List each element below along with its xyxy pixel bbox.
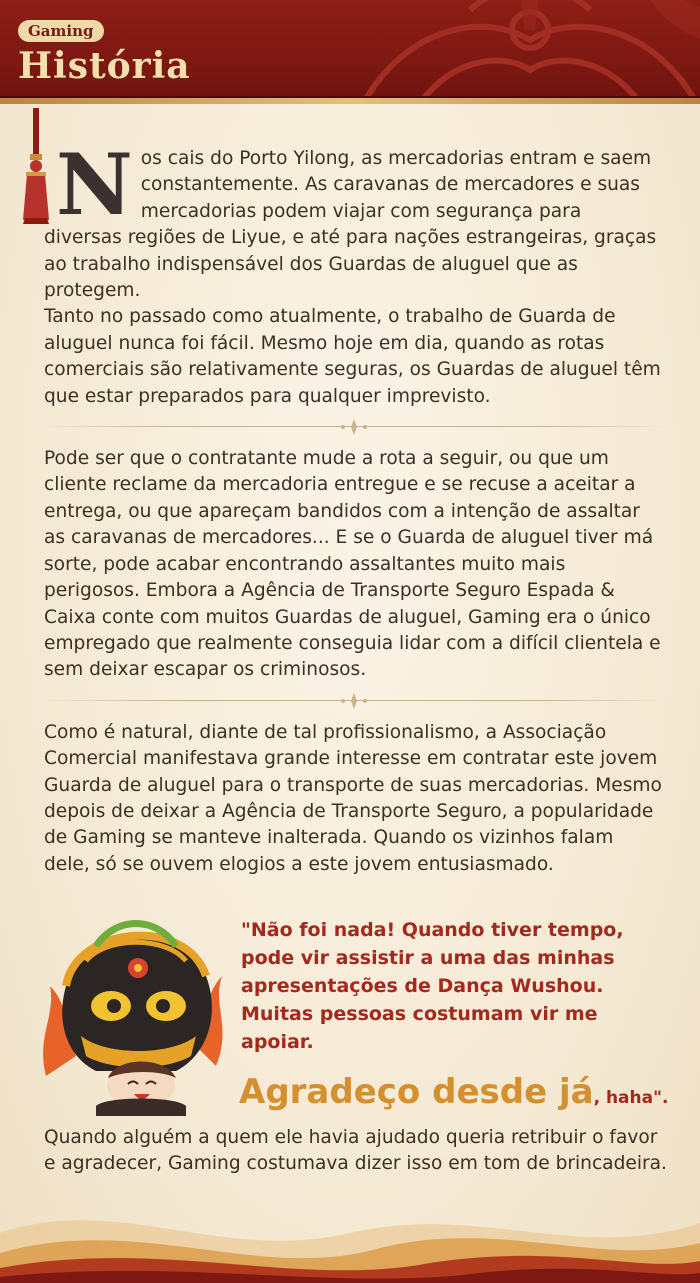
- quote-tail: , haha".: [593, 1088, 669, 1108]
- divider-ornament-icon: [334, 418, 374, 436]
- quote-text: "Não foi nada! Quando tiver tempo, pode vir assistir a uma das minhas apresentações de Dança Wushou. Muitas pessoas costumam vir me apoiar.: [241, 919, 624, 1053]
- quote-highlight: Agradeço desde já: [239, 1072, 594, 1112]
- quote-section: [36, 906, 676, 1116]
- drop-cap: N: [56, 135, 133, 234]
- section-divider: [40, 418, 668, 436]
- footer-wave-ornament: [0, 1173, 700, 1283]
- paragraph-1: [44, 135, 664, 304]
- character-tag: Gaming: [18, 20, 104, 42]
- story-content: [44, 135, 664, 878]
- section-divider: [40, 692, 668, 710]
- header-banner: [0, 0, 700, 104]
- paragraph-3: Pode ser que o contratante mude a rota a seguir, ou que um cliente reclame da mercadoria entregue e se recuse a aceitar a entrega, ou que apareçam bandidos com a intenção de assaltar as caravanas de mercadores... E se o Guarda de aluguel tiver má sorte, pode acabar encontrando assaltantes muito mais perigosos. Embora a Agência de Transporte Seguro Espada & Caixa conte com muitos Guardas de aluguel, Gaming era o único empregado que realmente conseguia lidar com a difícil clientela e sem deixar escapar os criminosos.: [44, 448, 661, 681]
- paragraph-2: Tanto no passado como atualmente, o trabalho de Guarda de aluguel nunca foi fácil. Mesmo hoje em dia, quando as rotas comerciais são relativamente seguras, os Guardas de aluguel têm que estar preparados para qualquer imprevisto.: [44, 306, 661, 407]
- banner-divider-gold: [0, 98, 700, 104]
- paragraph-1-text: os cais do Porto Yilong, as mercadorias entram e saem constantemente. As caravanas de mercadores e suas mercadorias podem viajar com segurança para diversas regiões de Liyue, e até para nações estrangeiras, graças ao trabalho indispensável dos Guardas de aluguel que as protegem.: [44, 148, 657, 302]
- quote-highlight-line: [239, 1072, 679, 1112]
- divider-ornament-icon: [334, 692, 374, 710]
- page-title: História: [18, 45, 191, 87]
- lion-dance-mascot-icon: [36, 906, 232, 1116]
- banner-pattern: [320, 0, 700, 104]
- closing-paragraph: Quando alguém a quem ele havia ajudado queria retribuir o favor e agradecer, Gaming costumava dizer isso em tom de brincadeira.: [44, 1127, 667, 1175]
- paragraph-4: Como é natural, diante de tal profissionalismo, a Associação Comercial manifestava grande interesse em contratar este jovem Guarda de aluguel para o transporte de suas mercadorias. Mesmo depois de deixar a Agência de Transporte Seguro, a popularidade de Gaming se manteve inalterada. Quando os vizinhos falam dele, só se ouvem elogios a este jovem entusiasmado.: [44, 721, 662, 875]
